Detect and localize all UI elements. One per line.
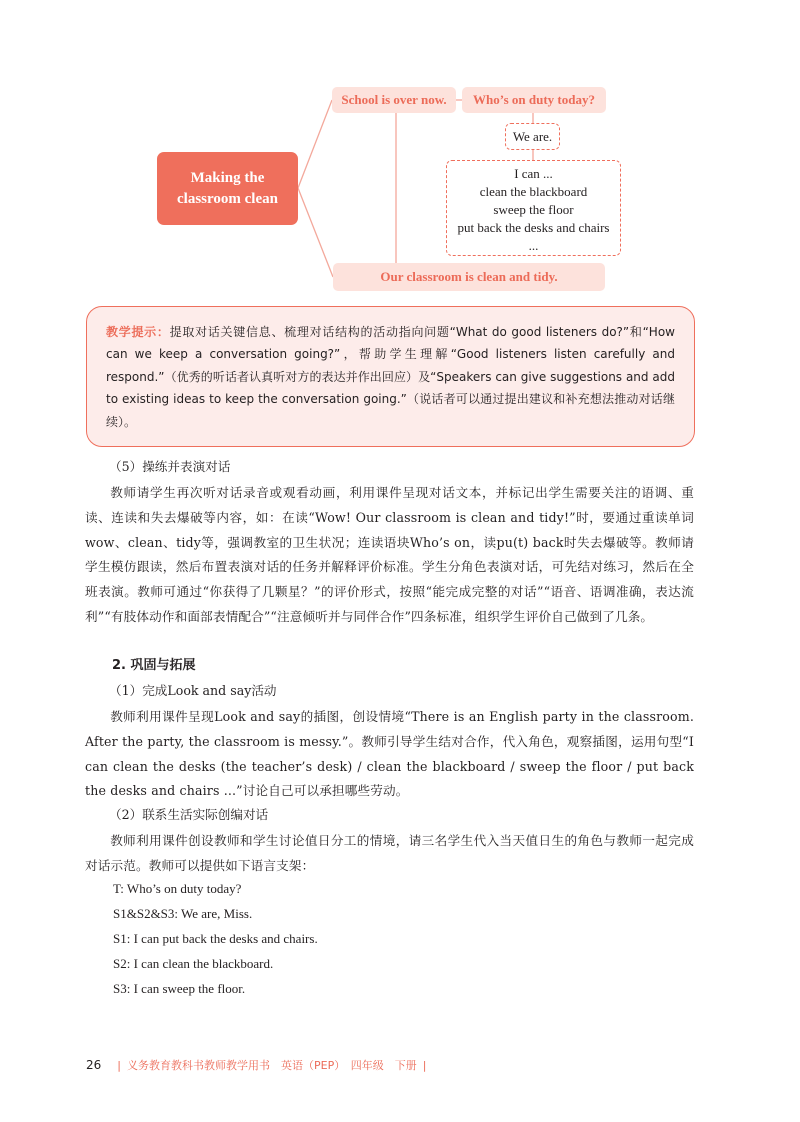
footer-separator: | — [117, 1059, 121, 1072]
mindmap-center-topic: Making the classroom clean — [157, 152, 298, 225]
mindmap-node-classroom-clean: Our classroom is clean and tidy. — [333, 263, 605, 291]
dialog-line: S1: I can put back the desks and chairs. — [113, 931, 318, 946]
i-can-line: clean the blackboard — [479, 184, 588, 199]
teaching-tip-label: 教学提示： — [106, 325, 170, 339]
dialog-line: S1&S2&S3: We are, Miss. — [113, 906, 253, 921]
dialog-line: S3: I can sweep the floor. — [113, 981, 246, 996]
i-can-line: sweep the floor — [493, 202, 574, 217]
i-can-line: put back the desks and chairs — [457, 220, 610, 235]
section2-heading: 2. 巩固与拓展 — [112, 658, 196, 673]
i-can-line: I can ... — [514, 166, 553, 181]
sub2-paragraph: 教师利用课件创设教师和学生讨论值日分工的情境，请三名学生代入当天值日生的角色与教师一起完成对话示范。教师可以提供如下语言支架： — [85, 833, 694, 873]
mindmap-node-on-duty: Who’s on duty today? — [462, 87, 606, 113]
section5-paragraph: 教师请学生再次听对话录音或观看动画，利用课件呈现对话文本，并标记出学生需要关注的语调、重读、连读和失去爆破等内容，如：在读“Wow! Our classroom is clean and tidy!”时，要通过重读单词wow、clean、tidy等，强调教室的卫生状况；连读语块Who’s on，读pu(t) back时失去爆破等。教师请学生模仿跟读，然后布置表演对话的任务并解释评价标准。学生分角色表演对话，可先结对练习，然后在全班表演。教师可通过“你获得了几颗星？”的评价形式，按照“能完成完整的对话”“语音、语调准确，表达流利”“有肢体动作和面部表情配合”“注意倾听并与同伴合作”四条标准，组织学生评价自己做到了几条。 — [85, 485, 694, 624]
dialog-line: T: Who’s on duty today? — [113, 881, 242, 896]
page-footer — [86, 1057, 432, 1074]
mindmap-box-we-are: We are. — [505, 123, 560, 150]
page-number: 26 — [86, 1058, 102, 1072]
sub2-heading: （2）联系生活实际创编对话 — [109, 807, 269, 822]
mindmap-box-i-can — [446, 160, 621, 256]
section5-heading: （5）操练并表演对话 — [109, 459, 231, 474]
i-can-line: ... — [528, 238, 539, 253]
footer-book-title: 义务教育教科书教师教学用书 英语（PEP） 四年级 下册 — [127, 1059, 417, 1072]
sub1-heading: （1）完成Look and say活动 — [109, 683, 277, 698]
mindmap-node-school-over: School is over now. — [332, 87, 456, 113]
teaching-tip-box — [86, 306, 695, 447]
sub1-paragraph: 教师利用课件呈现Look and say的插图，创设情境“There is an English party in the classroom. After the party, the classroom is messy.”。教师引导学生结对合作，代入角色，观察插图，运用句型“I can clean the desks (the teacher’s desk) / clean the blackboard / sweep the floor / put back the desks and chairs ...”讨论自己可以承担哪些劳动。 — [85, 709, 694, 799]
dialog-line: S2: I can clean the blackboard. — [113, 956, 274, 971]
teaching-tip-text: 提取对话关键信息、梳理对话结构的活动指向问题“What do good listeners do?”和“How can we keep a conversation going?”，帮助学生理解“Good listeners listen carefully and respond.”（优秀的听话者认真听对方的表达并作出回应）及“Speakers can give suggestions and add to existing ideas to keep the conversation going.”（说话者可以通过提出建议和补充想法推动对话继续）。 — [106, 325, 675, 429]
footer-separator: | — [422, 1059, 427, 1072]
